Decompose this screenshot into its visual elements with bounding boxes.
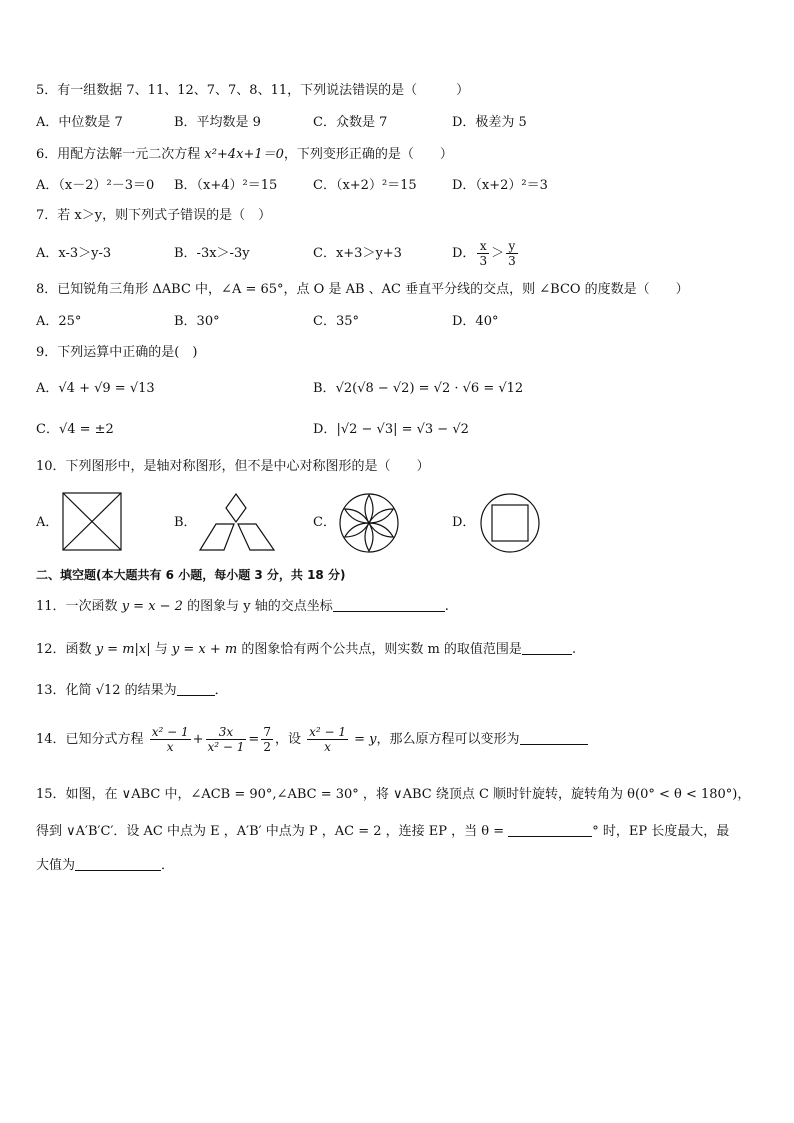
q12: 12．函数 y = m|x| 与 y = x + m 的图象恰有两个公共点，则实数 m 的取值范围是 .	[36, 642, 577, 657]
q7-option-a: A．x-3＞y-3	[36, 246, 112, 261]
q9-option-b: B．√2(√8 − √2) = √2 · √6 = √12	[313, 381, 524, 396]
q14-answer-blank[interactable]	[520, 730, 588, 745]
q6-stem-post: ，下列变形正确的是（ ）	[283, 147, 453, 162]
q9-option-a-expr: √4 + √9 = √13	[58, 381, 155, 396]
q9-stem: 9．下列运算中正确的是( )	[36, 345, 198, 360]
square-with-diagonals-figure	[62, 492, 124, 552]
square-in-circle-figure	[478, 492, 542, 554]
q15-theta-blank[interactable]	[508, 822, 592, 837]
q9-option-b-expr: √2(√8 − √2) = √2 · √6 = √12	[335, 381, 524, 396]
q6-option-c: C．（x+2）²＝15	[313, 178, 417, 193]
q12-expr-1: y = m|x|	[95, 642, 151, 657]
three-rhombus-figure	[198, 492, 276, 554]
q8-option-d: D．40°	[452, 314, 499, 329]
q9-option-d-expr: |√2 − √3| = √3 − √2	[336, 422, 469, 437]
q12-answer-blank[interactable]	[522, 640, 572, 655]
q10-option-c-label: C．	[313, 515, 336, 530]
q13: 13．化简 √12 的结果为 ．	[36, 683, 228, 698]
q6-option-d: D．（x+2）²＝3	[452, 178, 548, 193]
q7-option-c: C．x+3＞y+3	[313, 246, 402, 261]
flower-in-circle-figure	[337, 492, 401, 554]
q8-option-c: C．35°	[313, 314, 359, 329]
q7-option-b: B．-3x＞-3y	[174, 246, 250, 261]
q11: 11．一次函数 y = x − 2 的图象与 y 轴的交点坐标 .	[36, 599, 449, 614]
q7-fraction-y: $\frac{y}{3}$	[508, 239, 516, 268]
q14-fraction-4: $\frac{\text{x² − 1}}{x}$	[309, 725, 346, 754]
q10-option-a-label: A．	[36, 515, 59, 530]
q5-option-b: B．平均数是 9	[174, 115, 261, 130]
q14-fraction-1: $\frac{\text{x² − 1}}{x}$	[151, 725, 189, 754]
q5-option-a: A．中位数是 7	[36, 115, 123, 130]
q13-answer-blank[interactable]	[177, 681, 215, 696]
q5-option-c: C．众数是 7	[313, 115, 388, 130]
q6-stem	[36, 146, 453, 164]
q7-gt-sign: ＞	[491, 246, 505, 261]
q9-option-c: C．√4 = ±2	[36, 422, 114, 437]
q6-option-a: A．（x－2）²－3＝0	[36, 178, 155, 193]
q11-answer-blank[interactable]	[333, 597, 445, 612]
q8-option-b: B．30°	[174, 314, 220, 329]
q8-option-a: A．25°	[36, 314, 82, 329]
q10-option-b-label: B．	[174, 515, 197, 530]
q5-stem: 5．有一组数据 7、11、12、7、7、8、11，下列说法错误的是（ ）	[36, 83, 470, 98]
q11-expr: y = x − 2	[121, 599, 183, 614]
q12-expr-2: y = x + m	[171, 642, 238, 657]
q15-line-2: 得到 ∨A′B′C′．设 AC 中点为 E ，A′B′ 中点为 P ，AC = 2 ，连接 EP ，当 θ = ° 时，EP 长度最大，最	[36, 824, 730, 839]
q7-option-d-label: D．	[452, 246, 476, 261]
q10-option-d-label: D．	[452, 515, 476, 530]
q15-line-1: 15．如图，在 ∨ABC 中，∠ACB = 90°,∠ABC = 30° ，将 ∨ABC 绕顶点 C 顺时针旋转，旋转角为 θ(0° < θ < 180°)，	[36, 787, 751, 802]
q14-fraction-2: $\frac{3x}{\text{x² − 1}}$	[207, 725, 245, 754]
q13-expr: √12	[95, 683, 121, 698]
q8-stem: 8．已知锐角三角形 ΔABC 中，∠A = 65°，点 O 是 AB 、AC 垂直平分线的交点，则 ∠BCO 的度数是（ ）	[36, 282, 689, 297]
q9-option-c-expr: √4 = ±2	[58, 422, 114, 437]
q14: 14．已知分式方程 $\frac{\text{x² − 1}}{x}$ + $\frac{3x}{\text{x² − 1}}$ = $\frac{7}{2}$ ，设 $\frac{\text{x² − 1}}{x}$ = y，那么原方程可以变形为	[36, 718, 588, 762]
section-2-heading: 二、填空题(本大题共有 6 小题，每小题 3 分，共 18 分)	[36, 568, 346, 582]
q10-stem: 10．下列图形中，是轴对称图形，但不是中心对称图形的是（ ）	[36, 459, 430, 474]
q7-fraction-x: $\frac{x}{3}$	[479, 239, 488, 268]
q6-equation: x²+4x+1＝0	[204, 147, 284, 162]
q5-option-d: D．极差为 5	[452, 115, 527, 130]
q7-stem: 7．若 x＞y，则下列式子错误的是（ ）	[36, 208, 272, 223]
q15-max-blank[interactable]	[75, 856, 161, 871]
q15-line-3: 大值为 ．	[36, 858, 175, 873]
q9-option-a: A．√4 + √9 = √13	[36, 381, 155, 396]
q6-option-b: B．（x+4）²＝15	[174, 178, 278, 193]
q9-option-d: D．|√2 − √3| = √3 − √2	[313, 422, 469, 437]
q6-stem-pre: 6．用配方法解一元二次方程	[36, 147, 205, 162]
q14-fraction-3: $\frac{7}{2}$	[263, 725, 271, 754]
q7-option-d	[452, 236, 520, 272]
